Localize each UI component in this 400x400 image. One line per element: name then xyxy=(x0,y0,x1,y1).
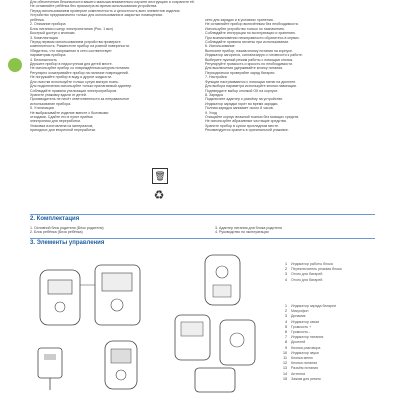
divider xyxy=(30,238,375,239)
text-line: Не оставляйте ребёнка без присмотра во время использования устройства. xyxy=(30,4,158,9)
text-line: Полная зарядка занимает около 8 часов. xyxy=(205,106,274,111)
text-line: Регулярно осматривайте прибор на наличие повреждений. xyxy=(30,70,129,75)
legend-label: Кнопка меню xyxy=(291,356,313,361)
text-line: Не выбрасывайте изделие вместе с бытовыми xyxy=(30,110,109,115)
text-line: Индикатор загорится, сигнализируя о готовности к работе. xyxy=(205,53,303,58)
text-line: 3. Комплектация xyxy=(30,35,58,40)
text-line: Соблюдайте инструкции по эксплуатации и хранению. xyxy=(205,31,296,36)
text-line: Производитель не несёт ответственности за неправильное xyxy=(30,97,130,102)
list-item: 1. Основной блок родителя (Блок родителя) xyxy=(30,226,104,230)
text-line: 6. Использование xyxy=(205,44,235,49)
text-line: Храните упаковку вдали от детей. xyxy=(30,92,87,97)
text-line: 9. Уход xyxy=(205,110,217,115)
list-item: 4. Руководство по эксплуатации xyxy=(215,230,269,235)
legend-label: Антенна xyxy=(291,371,305,376)
legend-number: 2 xyxy=(285,267,287,272)
text-line: Для подключения используйте только прилагаемый адаптер. xyxy=(30,84,133,89)
legend-row xyxy=(275,377,385,382)
list-item: 3. Адаптер питания для блока родителя xyxy=(215,226,282,230)
text-line: Убедитесь, что напряжение в сети соответствует xyxy=(30,48,112,53)
text-line: Подтвердите выбор кнопкой ОК на корпусе. xyxy=(205,88,279,93)
legend-number: 14 xyxy=(283,371,287,376)
legend-number: 3 xyxy=(285,314,287,319)
legend-label: Переключатель режима блока xyxy=(291,267,342,272)
text-line: Для выключения удерживайте кнопку питания. xyxy=(205,66,284,71)
text-line: Упаковка изготовлена из материалов, xyxy=(30,123,94,128)
legend-baby-unit xyxy=(275,304,385,382)
legend-number: 8 xyxy=(285,340,287,345)
text-line: Быстрый доступ к кнопкам xyxy=(30,31,75,36)
section-2-heading: 2. Комплектация xyxy=(30,216,80,222)
text-line: Храните прибор в сухом прохладном месте. xyxy=(205,123,279,128)
legend-label: Отсек для батарей xyxy=(291,277,323,282)
parent-unit-drawing xyxy=(30,255,160,335)
text-line: Не погружайте прибор в воду и другие жидкости. xyxy=(30,75,112,80)
legend-label: Индикатор связи xyxy=(291,319,320,324)
text-line: комплектность. Разместите прибор на ровной поверхности. xyxy=(30,44,130,49)
legend-number: 10 xyxy=(283,350,287,355)
recycle-icon: ♻ xyxy=(153,188,165,202)
legend-number: 15 xyxy=(283,376,287,381)
text-line: Рекомендуется хранить в оригинальной упаковке. xyxy=(205,128,289,133)
section-2-items-right xyxy=(215,226,375,235)
text-line: отходами. Сдайте его в пункт приёма xyxy=(30,114,93,119)
legend-label: Громкость - xyxy=(291,330,311,335)
legend-label: Зажим для ремня xyxy=(291,376,321,381)
text-line: Регулируйте громкость и яркость по необходимости. xyxy=(205,62,293,67)
legend-number: 13 xyxy=(283,366,287,371)
text-line: Для обеспечения безопасности вашего малыша внимательно изучите инструкцию и сохраните её. xyxy=(30,0,195,4)
text-line: Не оставляйте прибор включённым без необходимости. xyxy=(205,22,299,27)
legend-label: Динамик xyxy=(291,314,306,319)
adapter-drawing xyxy=(30,340,90,395)
section-3-heading: 3. Элементы управления xyxy=(30,240,105,246)
text-line: 4. Безопасность xyxy=(30,57,57,62)
legend-label: Отсек для батарей xyxy=(291,272,323,277)
text-line: Для выбора параметра используйте кнопки навигации. xyxy=(205,84,297,89)
text-line: Включите прибор, нажав кнопку питания на корпусе. xyxy=(205,48,293,53)
text-line: Соблюдайте правила утилизации электроприборов. xyxy=(30,88,118,93)
legend-number: 2 xyxy=(285,309,287,314)
text-line: Не используйте прибор со повреждённым шнуром питания. xyxy=(30,66,131,71)
text-line: Индикатор зарядки горит во время зарядки. xyxy=(205,101,279,106)
text-line: сети для зарядки и в условиях хранения. xyxy=(205,18,274,22)
right-column-text xyxy=(205,18,375,133)
legend-parent-unit xyxy=(275,262,385,283)
legend-number: 4 xyxy=(285,277,287,282)
device-drawings xyxy=(165,250,265,395)
legend-number: 11 xyxy=(283,356,287,361)
text-line: ребёнка. xyxy=(30,18,45,22)
legend-number: 3 xyxy=(285,272,287,277)
legend-label: Индикатор работы блока xyxy=(291,262,333,266)
green-marker-icon xyxy=(8,58,22,72)
text-line: Выберите нужный режим работы с помощью кнопок. xyxy=(205,57,294,62)
legend-row xyxy=(275,278,385,283)
divider xyxy=(30,214,375,215)
legend-number: 7 xyxy=(285,335,287,340)
text-line: 8. Зарядка xyxy=(205,92,223,97)
legend-number: 1 xyxy=(285,262,287,266)
text-line: Очищайте корпус влажной тканью без моющих средств. xyxy=(205,114,300,119)
text-line: Не используйте абразивные чистящие средства. xyxy=(205,119,287,124)
legend-label: Дисплей xyxy=(291,340,306,345)
text-line: Подключите адаптер к разъёму на устройстве. xyxy=(205,97,284,102)
list-item: 2. Блок ребёнка (Блок ребёнка) xyxy=(30,230,83,235)
legend-label: Разъём питания xyxy=(291,366,319,371)
text-line: Для очистки используйте только сухую мягкую ткань. xyxy=(30,79,119,84)
legend-label: Индикатор заряда батареи xyxy=(291,304,336,308)
legend-number: 4 xyxy=(285,319,287,324)
crossed-bin-icon: 🗑 xyxy=(152,168,168,184)
legend-label: Индикатор питания xyxy=(291,335,324,340)
text-line: Блок питания и шнур электропитания (Рис. 1 вкл) xyxy=(30,26,113,31)
legend-number: 5 xyxy=(285,324,287,329)
text-line: 2. Описание прибора xyxy=(30,22,66,27)
text-line: 5. Утилизация xyxy=(30,106,54,111)
text-line: Устройство предназначено только для использования в закрытых помещениях. xyxy=(30,13,164,18)
text-line: Функции настраиваются с помощью меню на дисплее. xyxy=(205,79,297,84)
text-line: параметрам прибора. xyxy=(30,53,67,58)
legend-number: 6 xyxy=(285,330,287,335)
legend-number: 9 xyxy=(285,345,287,350)
text-line: При возникновении неисправности обратитесь в сервис. xyxy=(205,35,300,40)
legend-label: Индикатор звука xyxy=(291,350,319,355)
text-line: Держите прибор в недоступном для детей месте. xyxy=(30,62,113,67)
text-line: использование прибора. xyxy=(30,101,72,106)
legend-label: Кнопка питания xyxy=(291,361,318,366)
text-line: Соблюдайте правила гигиены при использовании. xyxy=(205,40,290,45)
legend-label: Микрофон xyxy=(291,309,309,314)
text-line: Перед первым использованием устройства проверьте xyxy=(30,40,121,45)
text-line: Используйте устройство только по назначению. xyxy=(205,26,285,31)
baby-unit-drawing xyxy=(95,335,155,395)
legend-label: Кнопка разговора xyxy=(291,345,321,350)
text-line: Перед использованием проверьте комплектность и целостность всех элементов изделия. xyxy=(30,8,181,13)
legend-number: 12 xyxy=(283,361,287,366)
text-line: электроники для переработки. xyxy=(30,119,81,124)
left-column-text xyxy=(30,18,200,133)
legend-label: Громкость + xyxy=(291,324,312,329)
text-line: Периодически проверяйте заряд батареи. xyxy=(205,70,276,75)
header-text xyxy=(30,0,375,18)
legend-number: 1 xyxy=(285,304,287,308)
text-line: 7. Настройка xyxy=(205,75,227,80)
section-2-items-left xyxy=(30,226,210,235)
text-line: пригодных для вторичной переработки. xyxy=(30,128,97,133)
